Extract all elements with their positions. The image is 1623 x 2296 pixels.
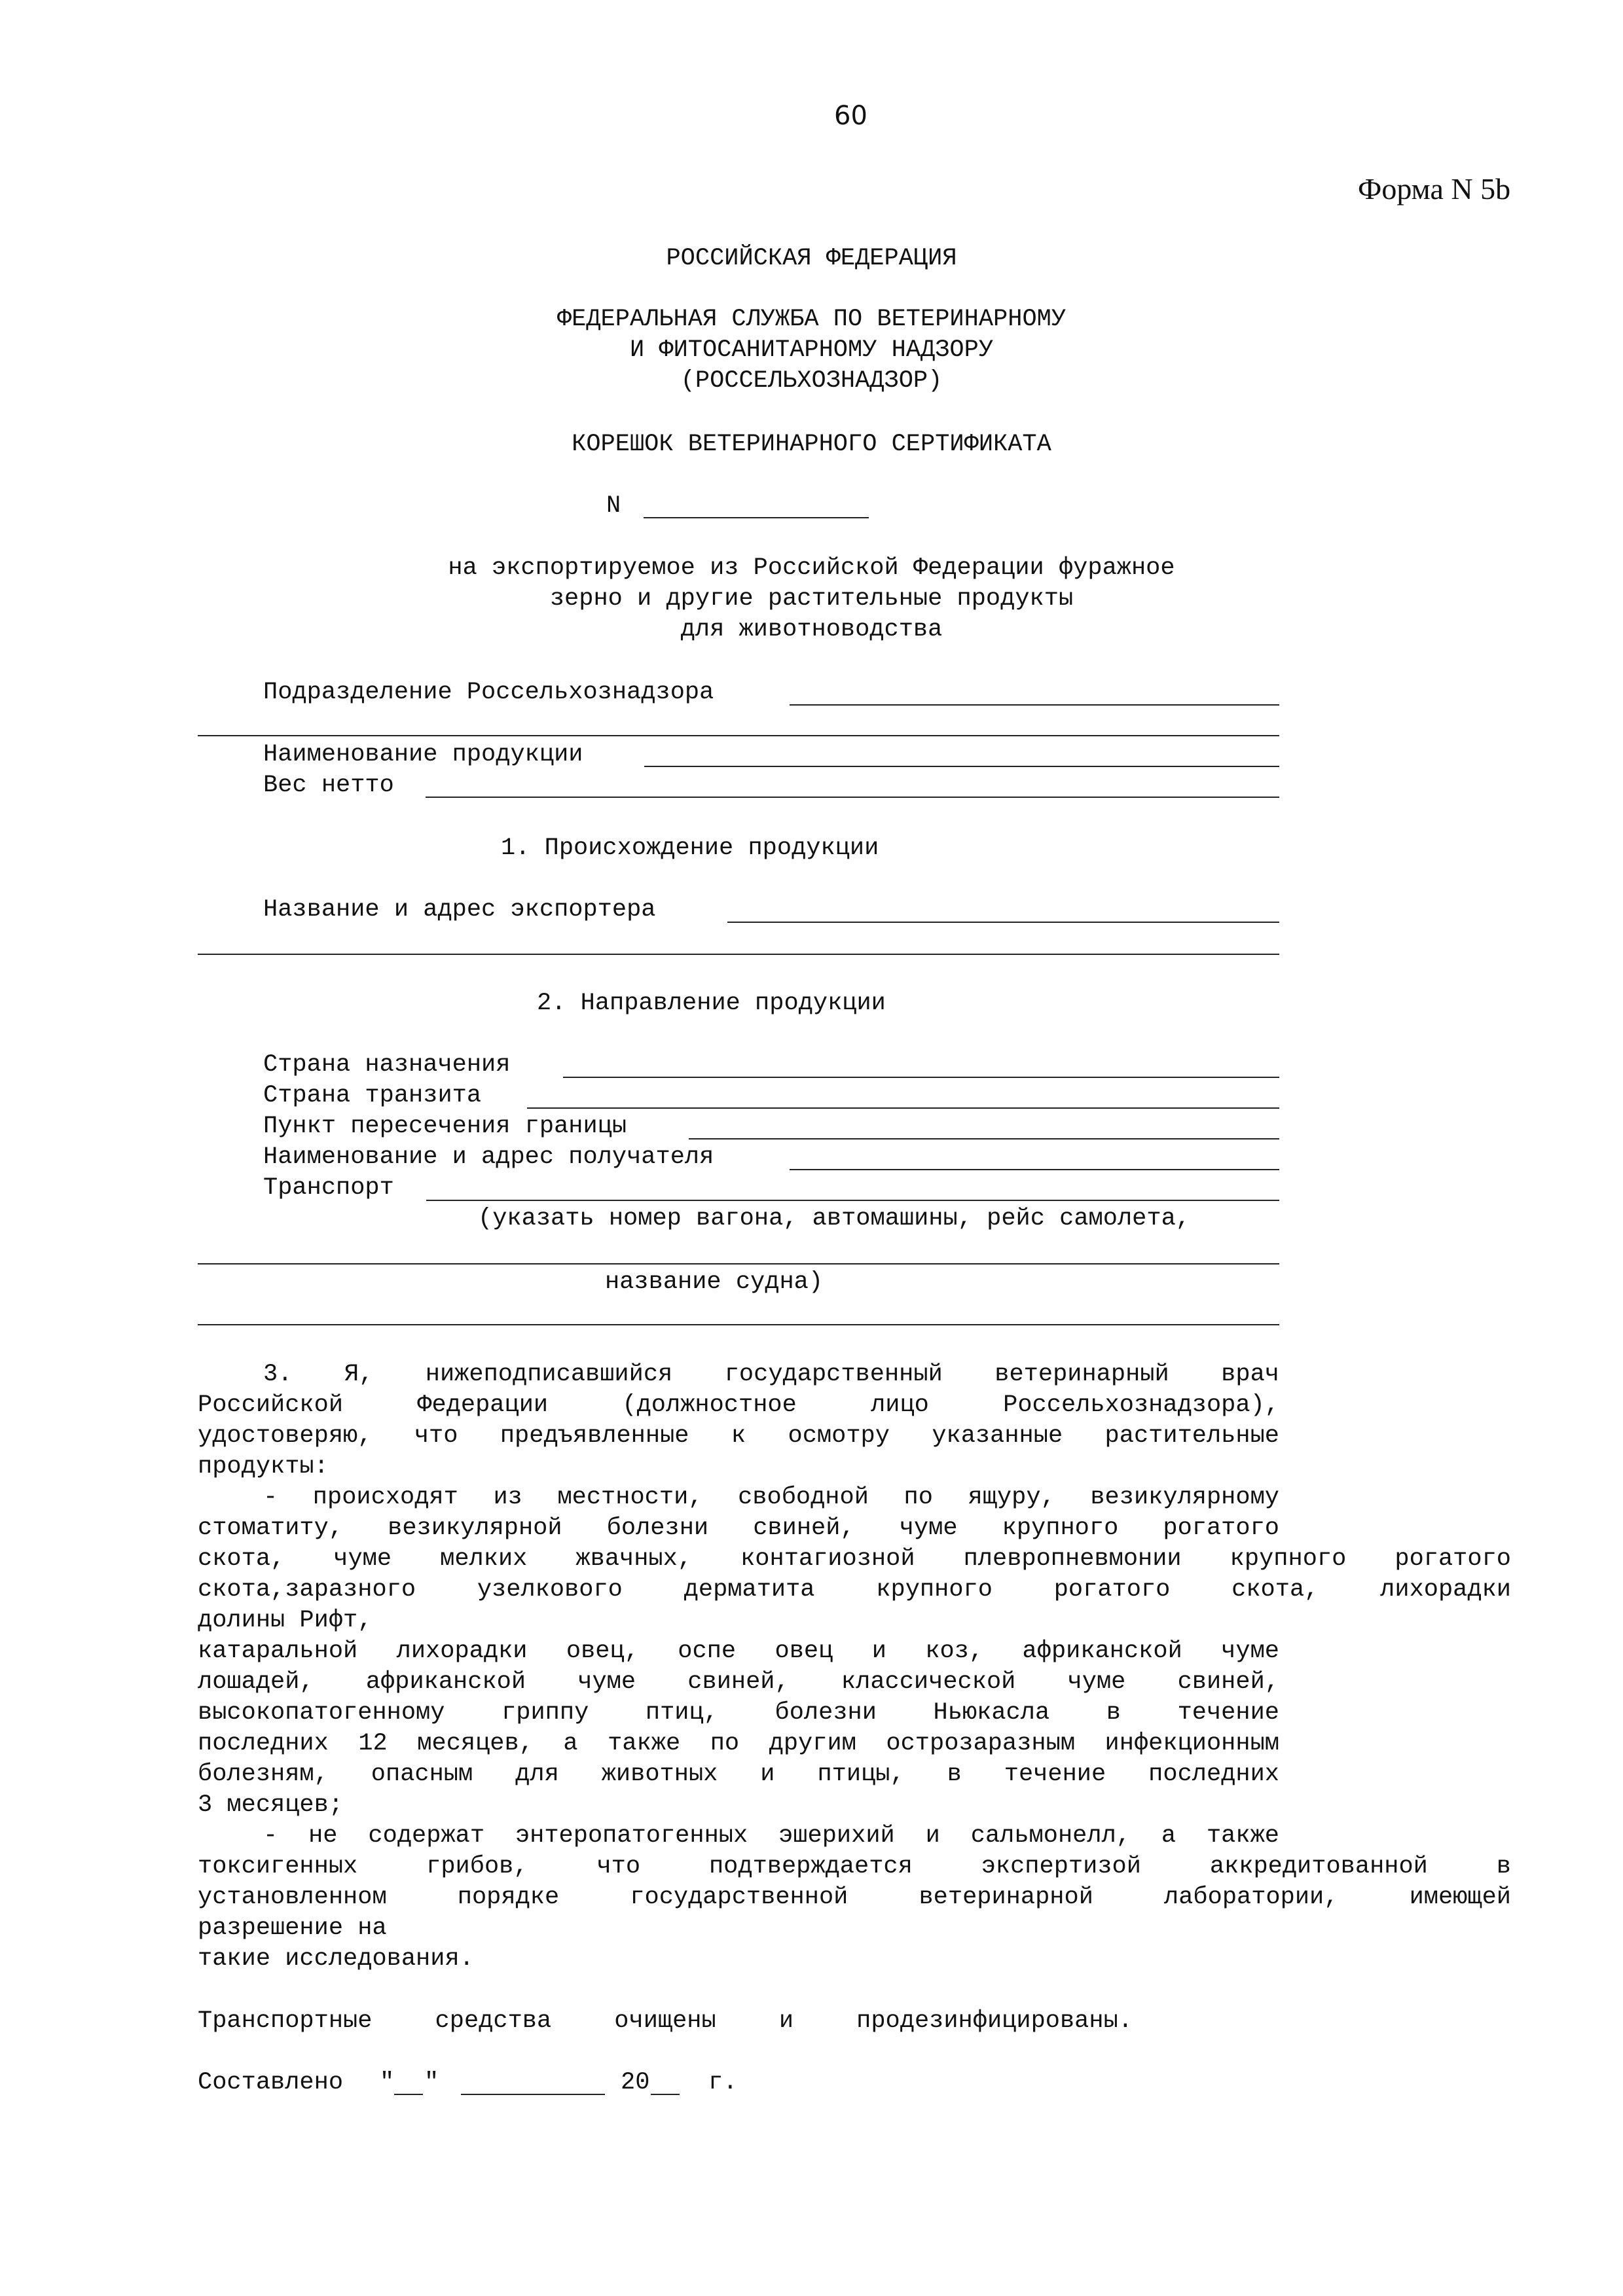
destination-field[interactable] <box>563 1077 1279 1078</box>
composed-label: Составлено <box>198 2069 344 2096</box>
subtitle-line2: зерно и другие растительные продукты <box>549 585 1074 613</box>
composed-year-suffix: г. <box>708 2069 738 2096</box>
section3-line: скота, чуме мелких жвачных, контагиозной плевропневмонии крупного рогатого <box>198 1545 1511 1573</box>
section3-line: - происходят из местности, свободной по ящуру, везикулярному <box>263 1484 1279 1511</box>
section3-line: долины Рифт, <box>198 1607 373 1634</box>
form-label: Форма N 5b <box>1358 172 1511 206</box>
section3-line: токсигенных грибов, что подтверждается экспертизой аккредитованной в <box>198 1853 1511 1880</box>
border-point-label: Пункт пересечения границы <box>263 1113 627 1140</box>
section3-line: лошадей, африканской чуме свиней, классической чуме свиней, <box>198 1668 1279 1696</box>
header-agency-line2: И ФИТОСАНИТАРНОМУ НАДЗОРУ <box>629 336 994 364</box>
division-label: Подразделение Россельхознадзора <box>263 679 714 706</box>
transport-field-continued-2[interactable] <box>198 1324 1279 1325</box>
transport-field[interactable] <box>426 1200 1279 1201</box>
recipient-field[interactable] <box>790 1169 1279 1170</box>
certificate-number-field[interactable] <box>644 517 869 518</box>
section3-line: скота,заразного узелкового дерматита крупного рогатого скота, лихорадки <box>198 1576 1511 1604</box>
section3-line: удостоверяю, что предъявленные к осмотру указанные растительные <box>198 1422 1279 1450</box>
header-country: РОССИЙСКАЯ ФЕДЕРАЦИЯ <box>666 245 957 272</box>
transport-label: Транспорт <box>263 1174 394 1202</box>
composed-year-field[interactable] <box>651 2094 680 2095</box>
recipient-label: Наименование и адрес получателя <box>263 1143 714 1171</box>
exporter-field-continued[interactable] <box>198 954 1279 955</box>
section3-line: стоматиту, везикулярной болезни свиней, чуме крупного рогатого <box>198 1515 1279 1542</box>
product-name-field[interactable] <box>644 766 1279 767</box>
certificate-number-label: N <box>606 492 621 520</box>
header-agency-line3: (РОССЕЛЬХОЗНАДЗОР) <box>680 367 943 395</box>
transit-field[interactable] <box>527 1107 1279 1109</box>
section3-line: такие исследования. <box>198 1945 474 1973</box>
net-weight-label: Вес нетто <box>263 772 394 799</box>
section3-line: 3 месяцев; <box>198 1791 344 1819</box>
product-name-label: Наименование продукции <box>263 741 583 768</box>
section3-line: разрешение на <box>198 1914 387 1942</box>
section3-line: установленном порядке государственной ветеринарной лаборатории, имеющей <box>198 1884 1511 1911</box>
transport-hint-line2: название судна) <box>605 1268 824 1296</box>
section3-line: последних 12 месяцев, а также по другим острозаразным инфекционным <box>198 1730 1279 1757</box>
section3-line: 3. Я, нижеподписавшийся государственный ветеринарный врач <box>263 1361 1279 1388</box>
transport-hint-line1: (указать номер вагона, автомашины, рейс самолета, <box>478 1205 1190 1232</box>
section3-line: Российской Федерации (должностное лицо Россельхознадзора), <box>198 1391 1279 1419</box>
section1-title: 1. Происхождение продукции <box>501 834 879 862</box>
border-point-field[interactable] <box>689 1138 1279 1139</box>
exporter-label: Название и адрес экспортера <box>263 896 656 924</box>
net-weight-field[interactable] <box>426 797 1279 798</box>
section3-line: болезням, опасным для животных и птицы, в течение последних <box>198 1761 1279 1788</box>
transport-field-continued[interactable] <box>198 1263 1279 1265</box>
page-number: 60 <box>834 101 867 131</box>
section3-line: продукты: <box>198 1453 329 1480</box>
subtitle-line3: для животноводства <box>680 616 943 643</box>
destination-label: Страна назначения <box>263 1051 511 1079</box>
composed-day-open-quote: " <box>380 2069 395 2096</box>
section2-title: 2. Направление продукции <box>537 990 886 1017</box>
transport-clean-statement: Транспортные средства очищены и продезинфицированы. <box>198 2007 1133 2035</box>
transit-label: Страна транзита <box>263 1082 482 1109</box>
subtitle-line1: на экспортируемое из Российской Федерации фуражное <box>448 554 1175 582</box>
section3-line: катаральной лихорадки овец, оспе овец и коз, африканской чуме <box>198 1638 1279 1665</box>
section3-line: - не содержат энтеропатогенных эшерихий и сальмонелл, а также <box>263 1822 1279 1850</box>
header-agency-line1: ФЕДЕРАЛЬНАЯ СЛУЖБА ПО ВЕТЕРИНАРНОМУ <box>556 306 1067 333</box>
composed-day-close-quote: " <box>424 2069 439 2096</box>
composed-month-field[interactable] <box>461 2094 605 2095</box>
section3-line: высокопатогенному гриппу птиц, болезни Ньюкасла в течение <box>198 1699 1279 1727</box>
division-field-continued[interactable] <box>198 735 1279 736</box>
document-title: КОРЕШОК ВЕТЕРИНАРНОГО СЕРТИФИКАТА <box>572 431 1051 458</box>
composed-year-prefix: 20 <box>621 2069 650 2096</box>
composed-day-field[interactable] <box>394 2094 423 2095</box>
exporter-field[interactable] <box>727 922 1279 923</box>
division-field[interactable] <box>790 704 1279 706</box>
